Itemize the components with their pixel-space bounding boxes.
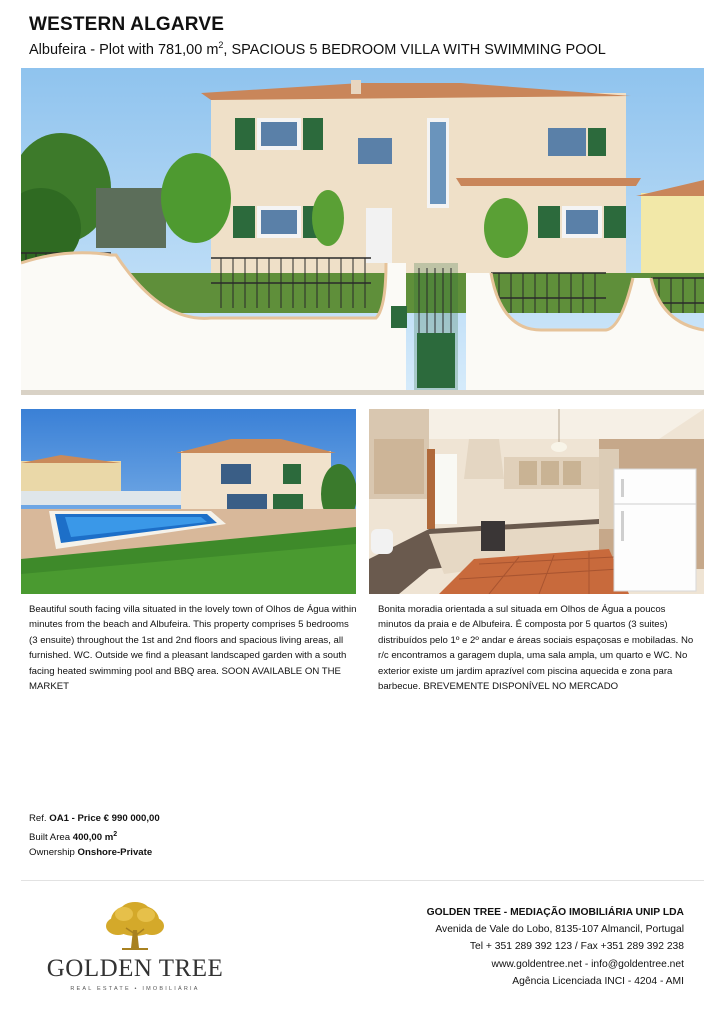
ref-price-line: Ref. OA1 - Price € 990 000,00: [29, 813, 160, 824]
footer-divider: [21, 880, 704, 881]
company-license: Agência Licenciada INCI - 4204 - AMI: [512, 975, 684, 987]
tree-icon: [40, 900, 230, 955]
built-area-line: Built Area 400,00 $m^2$: [29, 830, 118, 843]
kitchen-interior-photo: [369, 409, 704, 594]
company-name: GOLDEN TREE - MEDIAÇÃO IMOBILIÁRIA UNIP LDA: [426, 907, 684, 918]
listing-subtitle: Albufeira - Plot with 781,00 $m^2$, SPACIOUS 5 BEDROOM VILLA WITH SWIMMING POOL: [29, 40, 606, 58]
property-details: [29, 811, 160, 861]
company-phone: Tel + 351 289 392 123 / Fax +351 289 392 238: [469, 941, 684, 953]
logo-wordmark: GOLDEN TREE: [46, 955, 224, 982]
villa-exterior-photo: [21, 68, 704, 395]
company-contact-block: [427, 904, 684, 990]
pool-garden-photo: [21, 409, 356, 594]
company-address: Avenida de Vale do Lobo, 8135-107 Almancil, Portugal: [435, 924, 684, 936]
golden-tree-logo: [40, 900, 230, 1000]
company-web-link[interactable]: www.goldentree.net - info@goldentree.net: [491, 958, 684, 970]
ownership-line: Ownership Onshore-Private: [29, 847, 153, 859]
description-english: Beautiful south facing villa situated in the lovely town of Olhos de Água within minutes from the beach and Albufeira. This property comprises 5 bedrooms (3 ensuite) throughout the 1st and 2nd floors and spacious living areas, all furnished. WC. Outside we find a pleasant landscaped garden with a south facing heated swimming pool and BBQ area. SOON AVAILABLE ON THE MARKET: [29, 604, 357, 693]
page-title: WESTERN ALGARVE: [29, 14, 225, 35]
description-portuguese: Bonita moradia orientada a sul situada em Olhos de Água a poucos minutos da praia e de Albufeira. É composta por 5 quartos (3 suites) distribuídos pelo 1º e 2º andar e áreas sociais espaçosas e mobiladas. No r/c encontramos a garagem dupla, uma sala ampla, um quarto e WC. No exterior existe um jardim aprazível com piscina aquecida e zona para barbecue. BREVEMENTE DISPONÍVEL NO MERCADO: [378, 604, 694, 693]
logo-tagline: REAL ESTATE • IMOBILIÁRIA: [70, 986, 200, 992]
